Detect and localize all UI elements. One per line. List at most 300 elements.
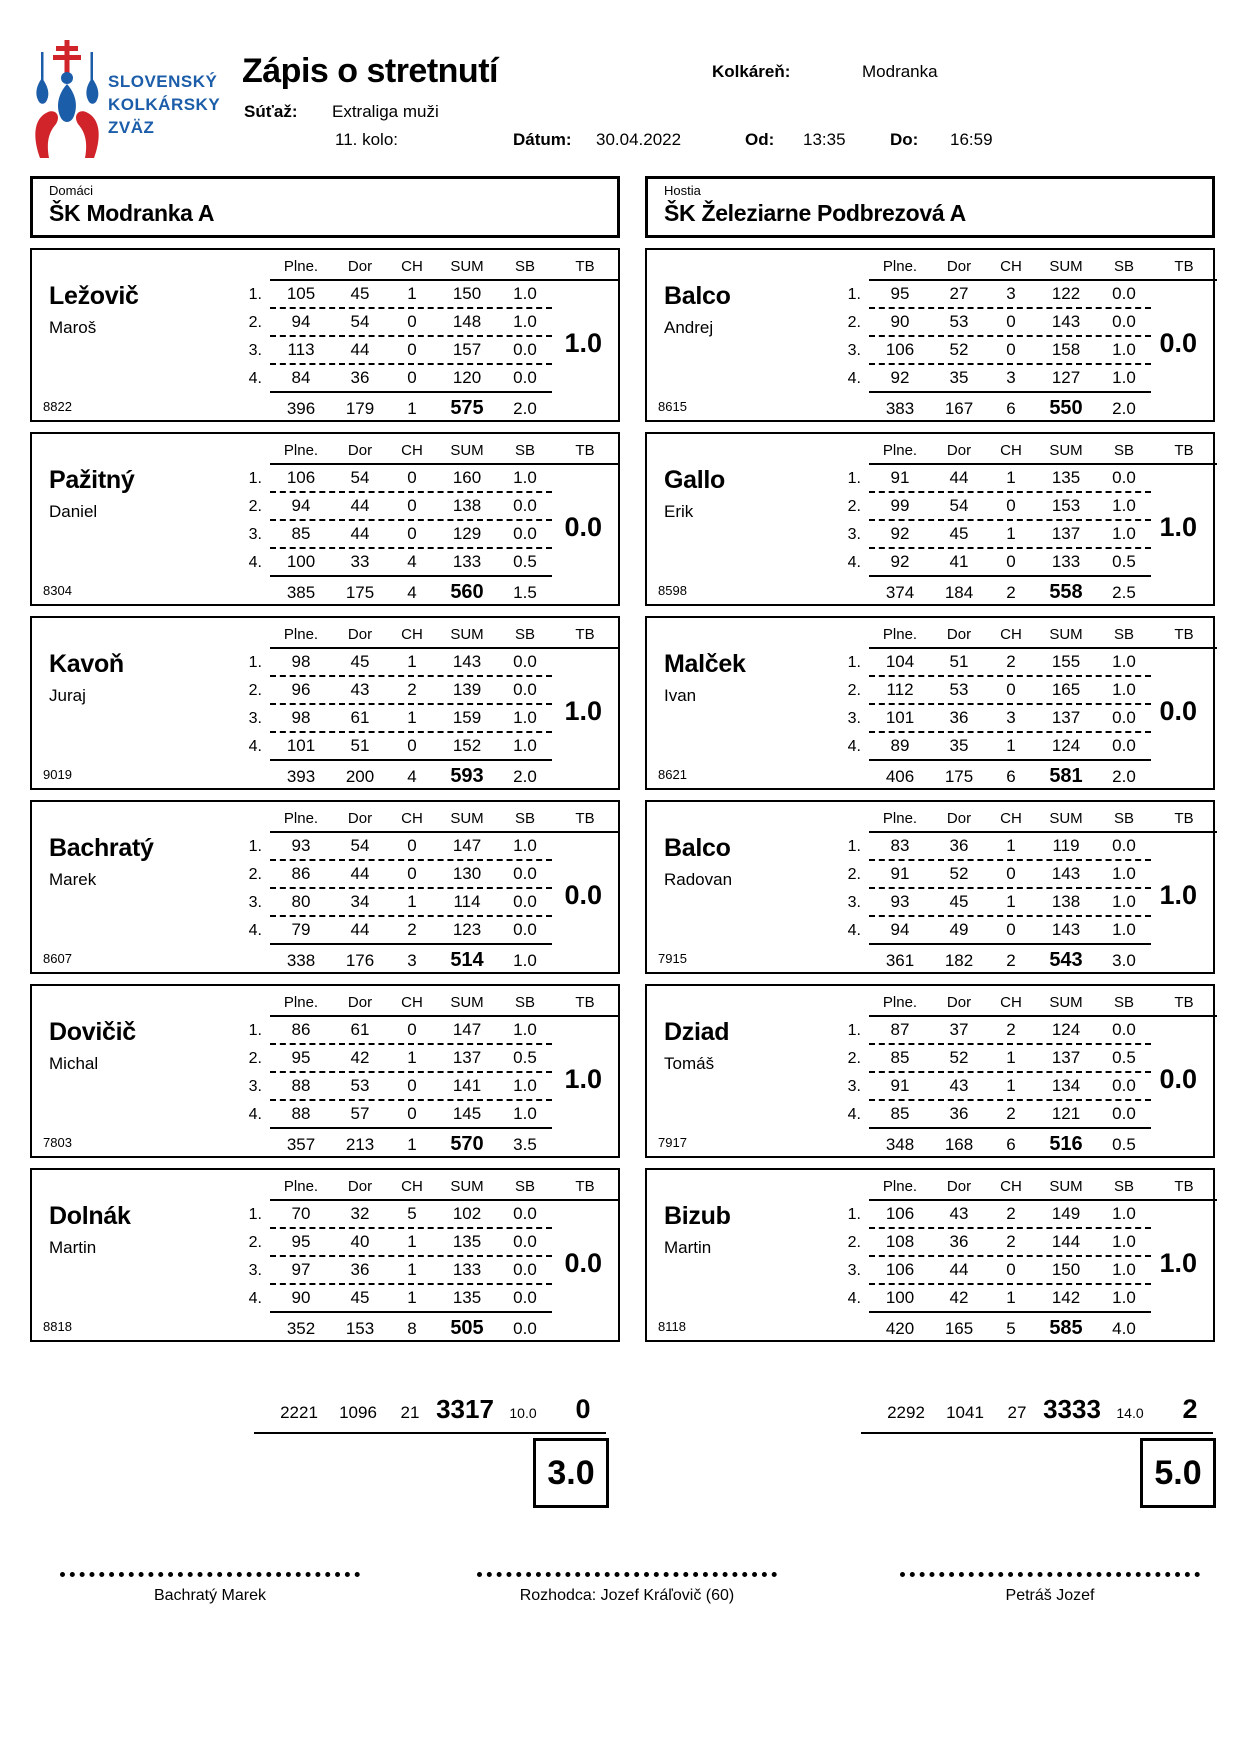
lane-number: 1. <box>248 838 262 855</box>
total-plne: 396 <box>286 399 316 418</box>
lane-number: 2. <box>847 498 861 515</box>
cell-sb: 0.0 <box>513 1232 537 1251</box>
total-ch: 2 <box>1006 583 1016 602</box>
player-tb-points: 1.0 <box>564 1064 602 1094</box>
cell-plne: 92 <box>890 552 910 571</box>
cell-sum: 148 <box>452 312 482 331</box>
from-label: Od: <box>745 130 775 149</box>
score-row <box>829 733 1217 759</box>
cell-plne: 112 <box>886 680 914 699</box>
cell-sum: 150 <box>452 284 482 303</box>
home-total-dor: 1096 <box>339 1403 377 1422</box>
player-surname: Bizub <box>664 1202 731 1230</box>
lane-number: 3. <box>248 342 262 359</box>
lane-number: 1. <box>847 286 861 303</box>
col-dor: Dor <box>946 442 972 459</box>
player-total-row <box>230 761 618 791</box>
col-dor: Dor <box>946 626 972 643</box>
player-tb-points: 0.0 <box>1159 1064 1197 1094</box>
cell-sb: 0.0 <box>513 864 537 883</box>
total-plne: 406 <box>885 767 915 786</box>
to-value: 16:59 <box>950 130 993 149</box>
cell-ch: 1 <box>1006 468 1016 487</box>
player-total-row <box>829 577 1217 607</box>
cell-sb: 0.0 <box>513 652 537 671</box>
lane-number: 3. <box>847 1078 861 1095</box>
total-dor: 179 <box>345 399 375 418</box>
cell-sb: 0.0 <box>1112 836 1136 855</box>
player-total-row <box>230 393 618 423</box>
cell-plne: 104 <box>885 652 915 671</box>
score-row <box>829 365 1217 391</box>
cell-sb: 0.5 <box>513 552 537 571</box>
cell-sum: 149 <box>1051 1204 1081 1223</box>
col-sb: SB <box>514 442 535 459</box>
away-team-name: ŠK Železiarne Podbrezová A <box>664 200 966 226</box>
col-plne: Plne. <box>882 626 918 643</box>
cell-plne: 94 <box>890 920 910 939</box>
cell-plne: 108 <box>885 1232 915 1251</box>
lane-number: 2. <box>248 314 262 331</box>
player-block <box>645 616 1215 790</box>
cell-dor: 37 <box>949 1020 969 1039</box>
cell-sum: 143 <box>1051 312 1081 331</box>
total-sum: 516 <box>1049 1133 1083 1155</box>
lane-number: 4. <box>248 922 262 939</box>
score-row <box>230 833 618 861</box>
total-sb: 2.5 <box>1112 583 1136 602</box>
cell-dor: 45 <box>350 652 370 671</box>
score-row <box>230 365 618 391</box>
cell-sb: 0.0 <box>1112 312 1136 331</box>
cell-dor: 45 <box>350 284 370 303</box>
cell-plne: 88 <box>291 1076 311 1095</box>
player-tb-points: 1.0 <box>1159 880 1197 910</box>
player-id: 8818 <box>43 1319 72 1334</box>
cell-plne: 85 <box>291 524 311 543</box>
lane-number: 3. <box>847 342 861 359</box>
player-block <box>645 984 1215 1158</box>
cell-sum: 119 <box>1052 836 1080 855</box>
score-table-header <box>829 991 1217 1015</box>
col-ch: CH <box>401 810 423 827</box>
score-row <box>230 917 618 943</box>
date-value: 30.04.2022 <box>596 130 682 149</box>
score-rows <box>230 833 618 943</box>
col-dor: Dor <box>347 994 373 1011</box>
cell-ch: 0 <box>1006 1260 1016 1279</box>
home-team-column <box>30 176 620 1508</box>
cell-dor: 27 <box>949 284 969 303</box>
lane-number: 1. <box>847 1022 861 1039</box>
player-id: 8822 <box>43 399 72 414</box>
total-sum: 560 <box>450 581 484 603</box>
page-title: Zápis o stretnutí <box>242 52 498 90</box>
player-block <box>645 1168 1215 1342</box>
player-firstname: Martin <box>664 1238 712 1257</box>
cell-sb: 0.5 <box>513 1048 537 1067</box>
cell-ch: 1 <box>1006 1288 1016 1307</box>
score-row <box>829 549 1217 575</box>
col-plne: Plne. <box>283 810 319 827</box>
col-sb: SB <box>1113 994 1134 1011</box>
cell-plne: 97 <box>291 1260 311 1279</box>
cell-plne: 106 <box>885 1260 915 1279</box>
cell-sb: 0.0 <box>513 1288 537 1307</box>
cell-sb: 0.0 <box>513 496 537 515</box>
round-value: 11. kolo: <box>335 130 399 149</box>
cell-ch: 1 <box>1006 892 1016 911</box>
cell-dor: 45 <box>949 892 969 911</box>
lane-number: 4. <box>248 738 262 755</box>
cell-sum: 165 <box>1051 680 1081 699</box>
player-firstname: Martin <box>49 1238 97 1257</box>
player-id: 8598 <box>658 583 687 598</box>
cell-plne: 80 <box>291 892 311 911</box>
player-firstname: Ivan <box>664 686 697 705</box>
total-plne: 420 <box>885 1319 915 1338</box>
col-dor: Dor <box>946 258 972 275</box>
col-sb: SB <box>514 994 535 1011</box>
lane-number: 2. <box>847 1234 861 1251</box>
col-plne: Plne. <box>283 258 319 275</box>
player-id: 8304 <box>43 583 72 598</box>
score-row <box>230 861 618 889</box>
cell-dor: 36 <box>949 708 969 727</box>
cell-sb: 0.0 <box>513 340 537 359</box>
cell-sb: 0.0 <box>1112 468 1136 487</box>
player-total-row <box>230 577 618 607</box>
col-ch: CH <box>1000 810 1022 827</box>
cell-sum: 143 <box>452 652 482 671</box>
cell-ch: 1 <box>1006 1076 1016 1095</box>
cell-dor: 61 <box>350 1020 370 1039</box>
cell-dor: 51 <box>350 736 370 755</box>
cell-sum: 121 <box>1051 1104 1081 1123</box>
cell-ch: 2 <box>1006 1104 1016 1123</box>
cell-ch: 0 <box>407 1076 417 1095</box>
lane-number: 3. <box>248 894 262 911</box>
cell-sb: 1.0 <box>513 312 537 331</box>
total-sum: 575 <box>450 397 484 419</box>
col-sb: SB <box>1113 1178 1134 1195</box>
cell-dor: 36 <box>949 836 969 855</box>
total-ch: 1 <box>407 1135 417 1154</box>
total-ch: 6 <box>1006 399 1016 418</box>
total-plne: 383 <box>885 399 915 418</box>
cell-sum: 135 <box>452 1232 482 1251</box>
total-sb: 2.0 <box>513 767 537 786</box>
cell-sum: 137 <box>1051 524 1081 543</box>
lane-number: 1. <box>847 470 861 487</box>
score-row <box>230 281 618 309</box>
score-row <box>230 1101 618 1127</box>
home-total-sb: 10.0 <box>509 1405 537 1421</box>
cell-ch: 1 <box>407 1232 417 1251</box>
cell-sb: 1.0 <box>513 1076 537 1095</box>
cell-dor: 53 <box>949 680 969 699</box>
lane-number: 4. <box>847 1290 861 1307</box>
cell-plne: 93 <box>291 836 311 855</box>
score-row <box>230 549 618 575</box>
lane-number: 3. <box>847 526 861 543</box>
signature-name: Petráš Jozef <box>1005 1587 1095 1604</box>
cell-dor: 32 <box>350 1204 370 1223</box>
cell-dor: 54 <box>350 468 370 487</box>
cell-sum: 152 <box>452 736 482 755</box>
score-row <box>230 1045 618 1073</box>
cell-sum: 157 <box>452 340 482 359</box>
venue-row <box>712 62 790 82</box>
col-sb: SB <box>1113 442 1134 459</box>
signature-name: Rozhodca: Jozef Kráľovič (60) <box>519 1587 735 1604</box>
away-team-role: Hostia <box>664 183 701 198</box>
cell-sb: 0.0 <box>513 1204 537 1223</box>
player-surname: Ležovič <box>49 282 139 310</box>
total-ch: 6 <box>1006 1135 1016 1154</box>
cell-sum: 133 <box>452 552 482 571</box>
lane-number: 1. <box>847 1206 861 1223</box>
cell-dor: 43 <box>949 1076 969 1095</box>
lane-number: 4. <box>248 1106 262 1123</box>
cell-sb: 0.5 <box>1112 1048 1136 1067</box>
col-sum: SUM <box>1049 258 1083 275</box>
col-sum: SUM <box>450 994 484 1011</box>
player-score-table <box>230 623 618 791</box>
score-rows <box>230 281 618 391</box>
cell-plne: 89 <box>890 736 910 755</box>
col-dor: Dor <box>347 626 373 643</box>
player-block <box>30 432 620 606</box>
total-plne: 374 <box>885 583 915 602</box>
cell-dor: 34 <box>350 892 370 911</box>
cell-sb: 1.0 <box>1112 368 1136 387</box>
score-row <box>230 1201 618 1229</box>
cell-ch: 2 <box>407 680 417 699</box>
col-dor: Dor <box>347 810 373 827</box>
player-total-row <box>230 945 618 975</box>
away-total-ch: 27 <box>1007 1403 1027 1422</box>
total-dor: 184 <box>944 583 974 602</box>
col-ch: CH <box>1000 1178 1022 1195</box>
cell-dor: 54 <box>949 496 969 515</box>
from-value: 13:35 <box>803 130 846 149</box>
cell-plne: 95 <box>890 284 910 303</box>
cell-ch: 1 <box>407 1048 417 1067</box>
lane-number: 3. <box>847 710 861 727</box>
total-ch: 3 <box>407 951 417 970</box>
cell-sum: 159 <box>452 708 482 727</box>
lane-number: 1. <box>248 470 262 487</box>
home-final-score: 3.0 <box>533 1438 609 1508</box>
total-sum: 505 <box>450 1317 484 1339</box>
cell-ch: 1 <box>1006 836 1016 855</box>
cell-dor: 35 <box>949 368 969 387</box>
federation-name-line3: ZVÄZ <box>108 118 155 137</box>
cell-plne: 98 <box>291 652 311 671</box>
federation-name-line2: KOLKÁRSKY <box>108 95 221 114</box>
cell-ch: 3 <box>1006 368 1016 387</box>
cell-plne: 101 <box>885 708 915 727</box>
player-tb-points: 0.0 <box>1159 696 1197 726</box>
col-sum: SUM <box>450 258 484 275</box>
total-sb: 1.5 <box>513 583 537 602</box>
total-dor: 213 <box>345 1135 375 1154</box>
cell-sum: 143 <box>1051 920 1081 939</box>
home-team-header <box>30 176 620 238</box>
cell-sb: 1.0 <box>1112 1204 1136 1223</box>
cell-ch: 3 <box>1006 708 1016 727</box>
home-team-role: Domáci <box>49 183 94 198</box>
cell-dor: 43 <box>350 680 370 699</box>
score-row <box>230 465 618 493</box>
cell-sum: 138 <box>1051 892 1081 911</box>
col-plne: Plne. <box>882 810 918 827</box>
total-plne: 352 <box>286 1319 316 1338</box>
cell-ch: 1 <box>407 708 417 727</box>
cell-sb: 1.0 <box>1112 652 1136 671</box>
col-sb: SB <box>514 810 535 827</box>
cell-plne: 106 <box>885 1204 915 1223</box>
cell-sb: 1.0 <box>1112 1232 1136 1251</box>
cell-plne: 87 <box>890 1020 910 1039</box>
cell-dor: 42 <box>949 1288 969 1307</box>
lane-number: 4. <box>847 738 861 755</box>
cell-dor: 44 <box>350 524 370 543</box>
cell-dor: 44 <box>350 340 370 359</box>
player-block <box>30 984 620 1158</box>
cell-sum: 130 <box>452 864 482 883</box>
cell-sum: 129 <box>452 524 482 543</box>
cell-plne: 92 <box>890 368 910 387</box>
score-table-header <box>829 255 1217 279</box>
lane-number: 4. <box>248 370 262 387</box>
player-score-table <box>230 439 618 607</box>
col-dor: Dor <box>946 1178 972 1195</box>
competition-value: Extraliga muži <box>332 102 439 121</box>
away-total-points: 2 <box>1182 1394 1198 1424</box>
col-sum: SUM <box>1049 626 1083 643</box>
cell-plne: 91 <box>890 1076 910 1095</box>
cell-ch: 0 <box>1006 680 1016 699</box>
cell-sum: 124 <box>1051 1020 1081 1039</box>
cell-plne: 99 <box>890 496 910 515</box>
cell-plne: 85 <box>890 1048 910 1067</box>
total-sb: 0.5 <box>1112 1135 1136 1154</box>
lane-number: 2. <box>847 866 861 883</box>
cell-sb: 0.0 <box>1112 708 1136 727</box>
player-firstname: Daniel <box>49 502 98 521</box>
total-ch: 1 <box>407 399 417 418</box>
player-id: 7917 <box>658 1135 687 1150</box>
col-tb: TB <box>575 442 595 459</box>
cell-ch: 0 <box>1006 920 1016 939</box>
cell-sum: 147 <box>452 1020 482 1039</box>
total-sb: 2.0 <box>1112 399 1136 418</box>
score-table-header <box>230 439 618 463</box>
player-firstname: Michal <box>49 1054 99 1073</box>
score-row <box>829 833 1217 861</box>
total-sb: 3.5 <box>513 1135 537 1154</box>
home-totals-rule <box>254 1432 606 1434</box>
score-table-header <box>230 255 618 279</box>
total-sum: 581 <box>1049 765 1083 787</box>
cell-sb: 0.0 <box>1112 1020 1136 1039</box>
col-sb: SB <box>514 1178 535 1195</box>
col-ch: CH <box>401 626 423 643</box>
player-total-row <box>829 945 1217 975</box>
cell-dor: 44 <box>350 920 370 939</box>
col-tb: TB <box>1174 258 1194 275</box>
cell-ch: 1 <box>1006 1048 1016 1067</box>
home-players <box>30 248 620 1342</box>
cell-ch: 0 <box>1006 340 1016 359</box>
lane-number: 1. <box>248 286 262 303</box>
cell-sb: 0.0 <box>513 524 537 543</box>
cell-plne: 101 <box>286 736 316 755</box>
cell-plne: 113 <box>287 340 315 359</box>
cell-dor: 36 <box>949 1104 969 1123</box>
cell-sb: 0.0 <box>513 892 537 911</box>
player-id: 9019 <box>43 767 72 782</box>
col-sum: SUM <box>450 1178 484 1195</box>
score-row <box>829 281 1217 309</box>
away-totals <box>645 1394 1215 1508</box>
competition-label: Súťaž: <box>244 102 298 121</box>
score-table-header <box>829 439 1217 463</box>
cell-ch: 2 <box>407 920 417 939</box>
cell-dor: 44 <box>350 864 370 883</box>
away-totals-row <box>835 1394 1215 1430</box>
score-table-header <box>829 1175 1217 1199</box>
away-total-dor: 1041 <box>946 1403 984 1422</box>
cell-sum: 143 <box>1051 864 1081 883</box>
col-tb: TB <box>575 810 595 827</box>
score-row <box>230 1073 618 1101</box>
lane-number: 3. <box>248 1262 262 1279</box>
score-row <box>829 465 1217 493</box>
lane-number: 2. <box>248 866 262 883</box>
cell-ch: 1 <box>407 284 417 303</box>
lane-number: 3. <box>847 894 861 911</box>
lane-number: 1. <box>847 654 861 671</box>
cell-sum: 147 <box>452 836 482 855</box>
cell-dor: 54 <box>350 836 370 855</box>
col-dor: Dor <box>946 810 972 827</box>
cell-dor: 52 <box>949 340 969 359</box>
federation-name-line1: SLOVENSKÝ <box>108 72 218 91</box>
cell-plne: 106 <box>885 340 915 359</box>
cell-ch: 0 <box>407 524 417 543</box>
col-plne: Plne. <box>882 994 918 1011</box>
total-ch: 5 <box>1006 1319 1016 1338</box>
score-row <box>230 705 618 733</box>
score-row <box>829 1017 1217 1045</box>
cell-plne: 95 <box>291 1048 311 1067</box>
col-plne: Plne. <box>882 258 918 275</box>
col-sb: SB <box>1113 810 1134 827</box>
col-sum: SUM <box>450 626 484 643</box>
cell-sum: 138 <box>452 496 482 515</box>
total-dor: 175 <box>944 767 974 786</box>
cell-dor: 45 <box>949 524 969 543</box>
cell-dor: 52 <box>949 864 969 883</box>
total-sum: 514 <box>450 949 484 971</box>
cell-dor: 36 <box>949 1232 969 1251</box>
cell-sum: 155 <box>1051 652 1081 671</box>
score-row <box>230 1229 618 1257</box>
cell-plne: 85 <box>890 1104 910 1123</box>
